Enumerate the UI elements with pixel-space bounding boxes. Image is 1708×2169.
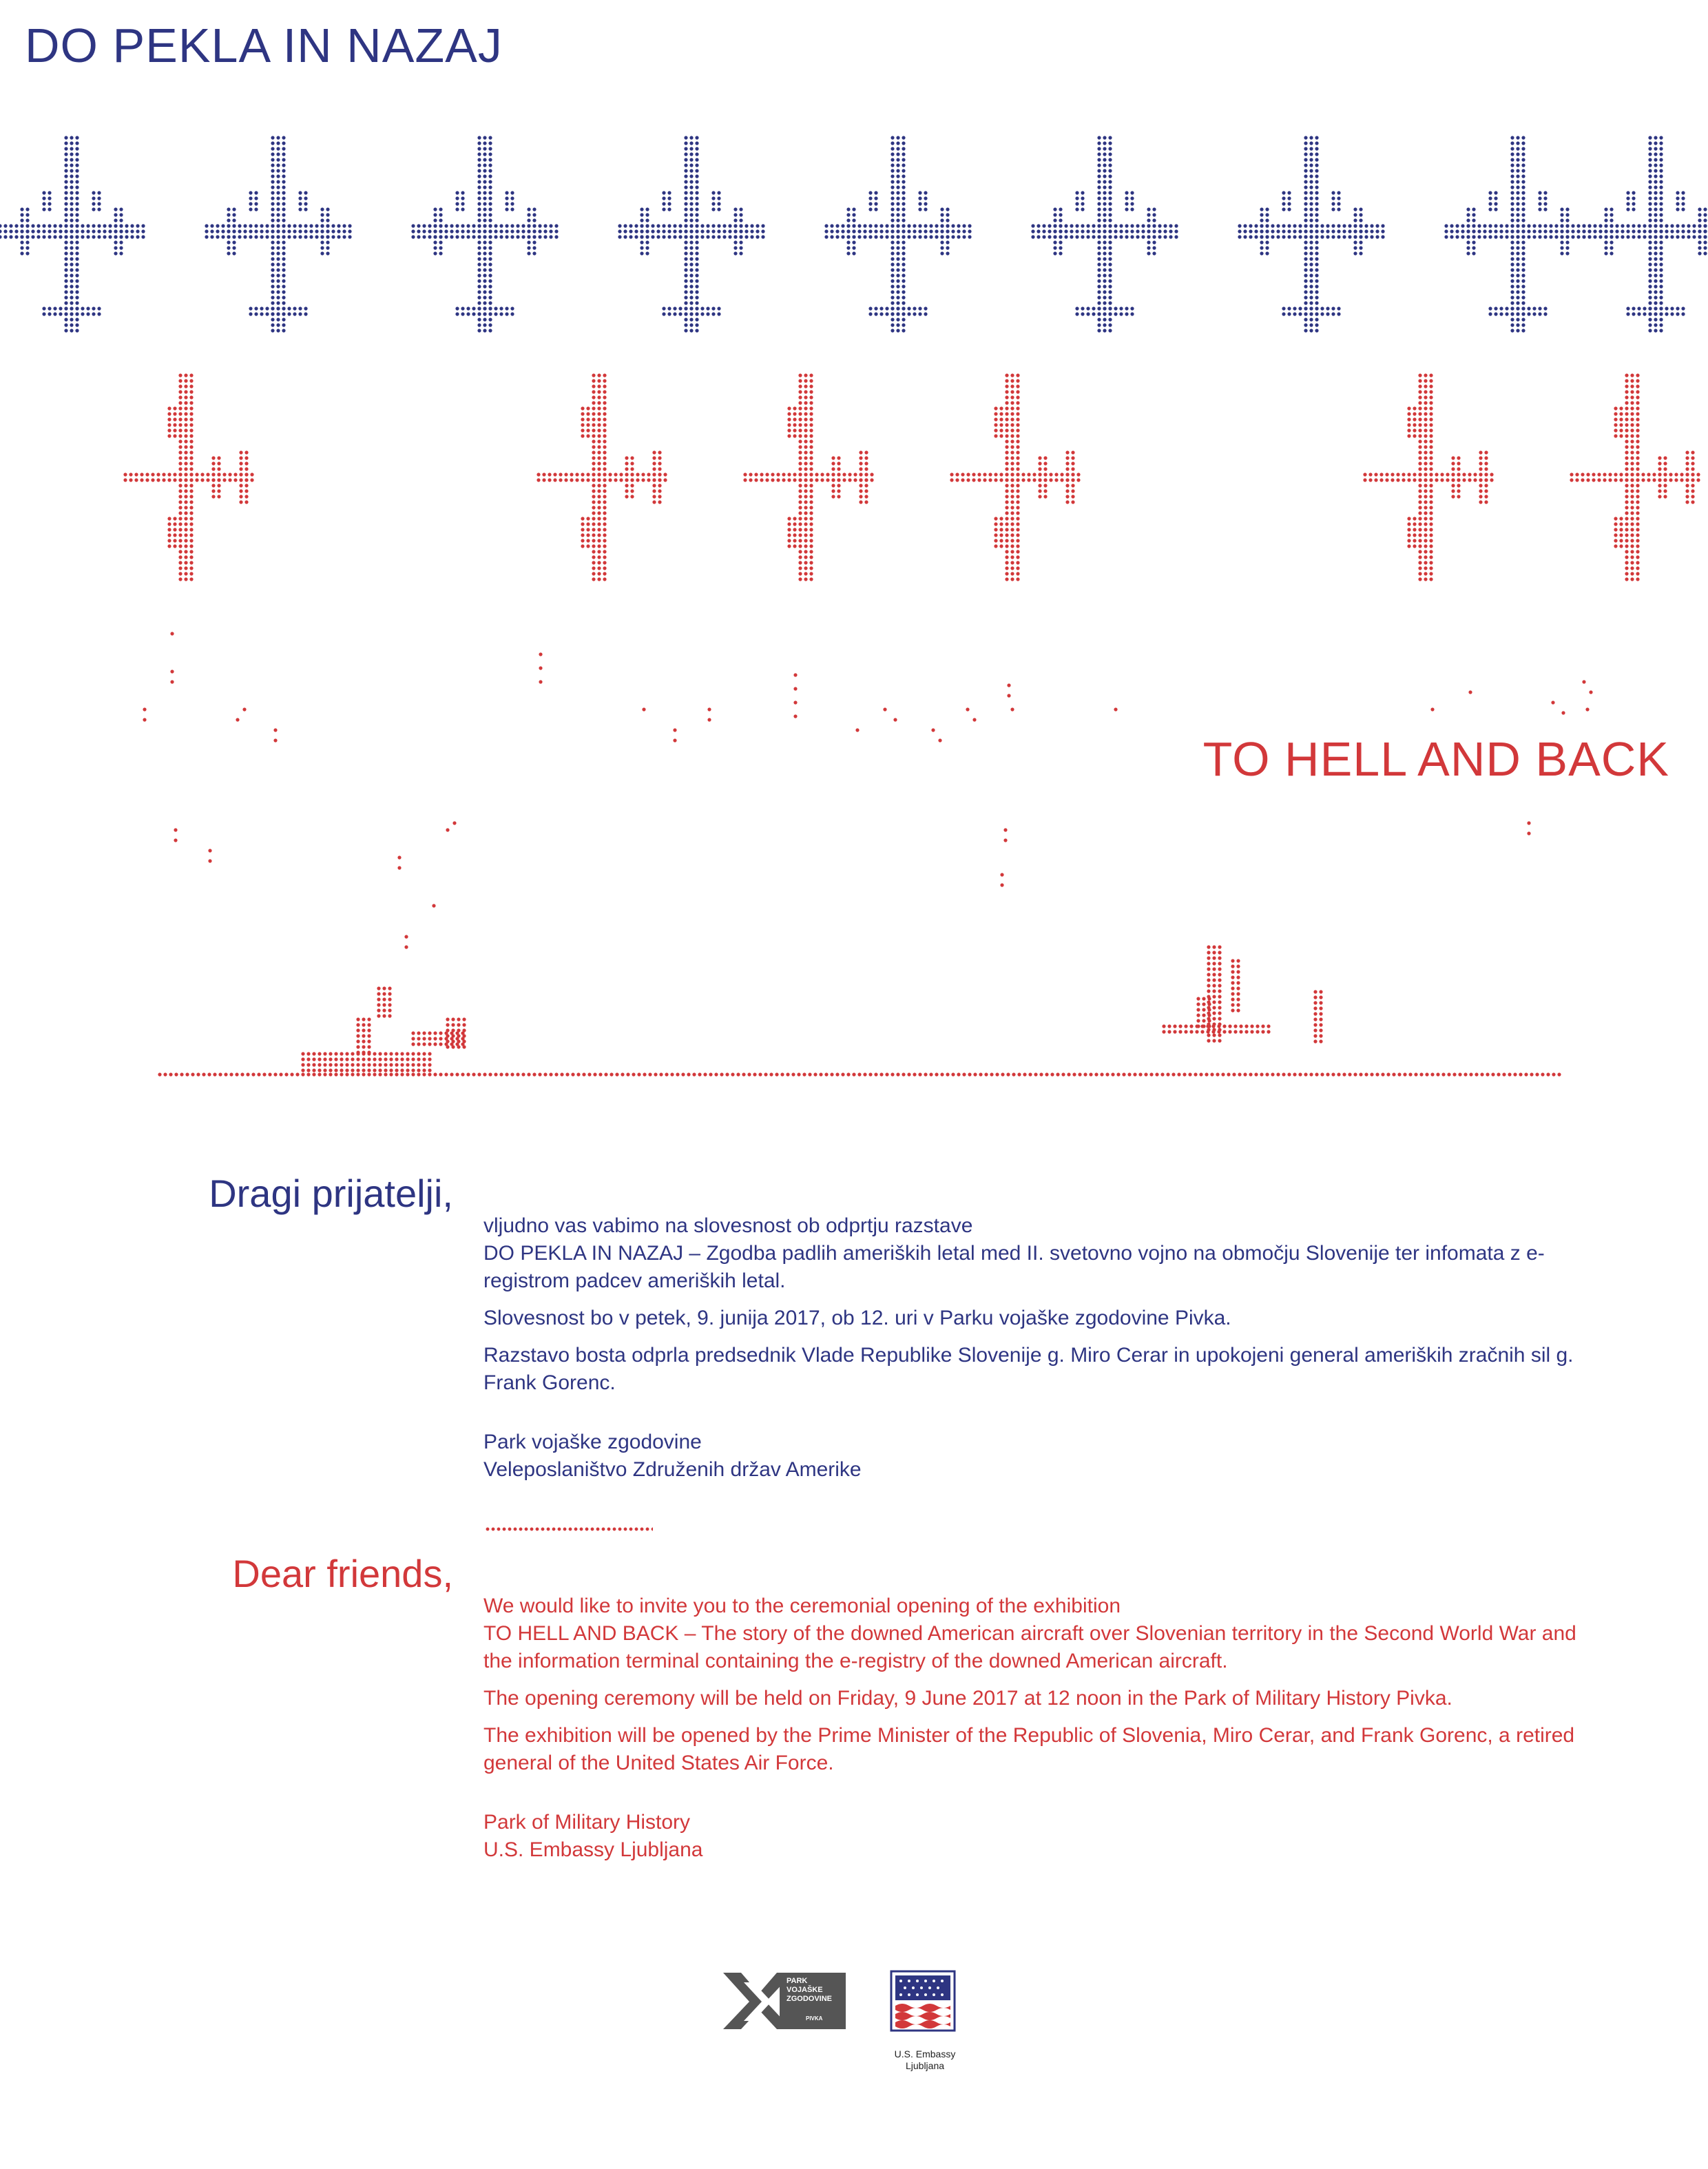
dotted-separator (485, 1526, 653, 1532)
paragraph-time: Slovesnost bo v petek, 9. junija 2017, ob 12. uri v Parku vojaške zgodovine Pivka. (483, 1307, 1231, 1329)
paragraph-opening: Razstavo bosta odprla predsednik Vlade Republike Slovenije g. Miro Cerar in upokojeni general ameriških zračnih sil g. Frank Gorenc. (483, 1344, 1574, 1394)
line: We would like to invite you to the ceremonial opening of the exhibition (483, 1595, 1121, 1617)
red-aircraft-row (123, 373, 1700, 581)
flag-seal-icon (890, 1970, 956, 2032)
paragraph-time: The opening ceremony will be held on Friday, 9 June 2017 at 12 noon in the Park of Military History Pivka. (483, 1687, 1452, 1710)
invitation-text-english (483, 1592, 1599, 1874)
logos-footer (723, 1970, 971, 2073)
invitation-text-slovenian (483, 1212, 1599, 1493)
signature-line: Park of Military History (483, 1811, 691, 1834)
park-logo-subtext: PIVKA (806, 2015, 823, 2022)
title-english: TO HELL AND BACK (1202, 732, 1669, 786)
signature-line: U.S. Embassy Ljubljana (483, 1838, 703, 1861)
greeting-english: Dear friends, (232, 1552, 453, 1595)
signature-line: Park vojaške zgodovine (483, 1431, 702, 1453)
signature-block (483, 1809, 1599, 1864)
embassy-logo-text: U.S. Embassy Ljubljana (894, 2048, 956, 2071)
greeting-slovenian: Dragi prijatelji, (209, 1172, 453, 1215)
signature-block (483, 1429, 1599, 1484)
paragraph-opening: The exhibition will be opened by the Prime Minister of the Republic of Slovenia, Miro Cerar, and Frank Gorenc, a retired general of the United States Air Force. (483, 1724, 1575, 1774)
blue-aircraft-row (0, 136, 1708, 332)
line: DO PEKLA IN NAZAJ – Zgodba padlih ameriških letal med II. svetovno vojno na območju Slovenije ter infomata z e-registrom padcev ameriških letal. (483, 1242, 1545, 1292)
park-logo-text: PARK VOJAŠKE ZGODOVINE (787, 1977, 833, 2003)
ground-dotted-line (158, 1072, 1561, 1076)
falling-debris (143, 632, 1592, 948)
crashed-aircraft (301, 945, 1322, 1072)
signature-line: Veleposlaništvo Združenih držav Amerike (483, 1458, 862, 1481)
line: vljudno vas vabimo na slovesnost ob odprtju razstave (483, 1214, 973, 1237)
paragraph-invite (483, 1592, 1599, 1675)
line: TO HELL AND BACK – The story of the downed American aircraft over Slovenian territory in the Second World War and the information terminal containing the e-registry of the downed American aircraft. (483, 1622, 1576, 1672)
paragraph-invite (483, 1212, 1599, 1295)
title-slovenian: DO PEKLA IN NAZAJ (25, 19, 503, 72)
